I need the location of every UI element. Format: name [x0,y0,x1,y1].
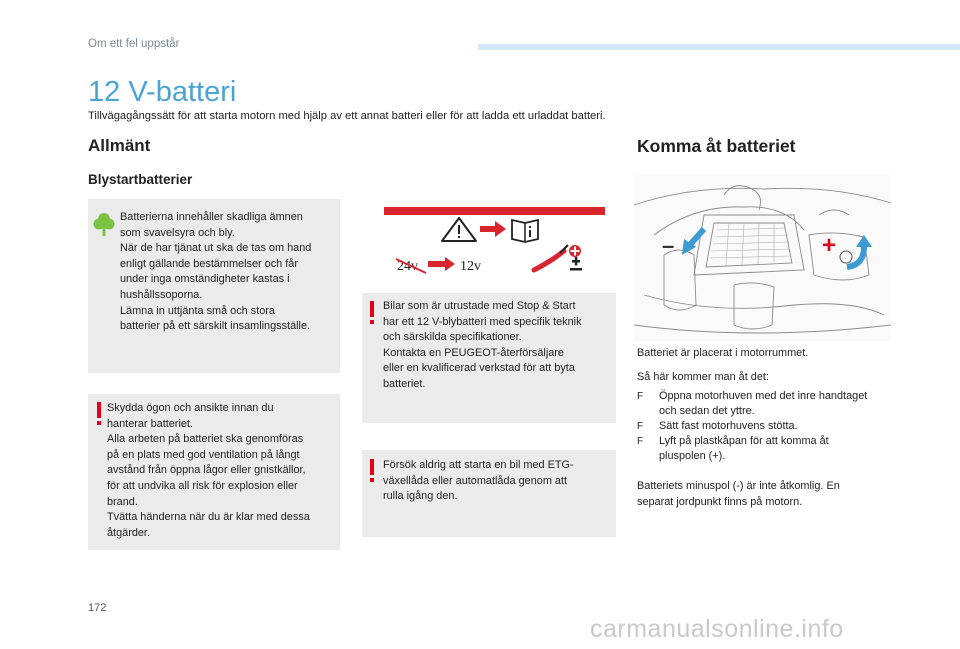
eco-info-text: Batterierna innehåller skadliga ämnen som svavelsyra och bly. När de har tjänat ut ska de tas om hand enligt gällande bestämmelser och får under inga omständigheter kastas i hushållssoporna. Lämna in uttjänta små och stora batterier på ett särskilt insamlingsställe. [120,211,312,333]
label-24v: 24v [397,259,418,274]
battery-location-text: Batteriet är placerat i motorrummet. [637,347,809,359]
page-subtitle: Tillvägagångssätt för att starta motorn med hjälp av ett annat batteri eller för att ladda ett urladdat batteri. [88,110,606,122]
warning-exclamation-icon [95,402,103,431]
header-bar [478,44,960,50]
engine-compartment-image [634,175,891,341]
jump-start-warning-diagram [384,207,605,282]
red-arrow-icon [480,221,506,237]
plus-terminal-symbol: + [822,232,837,259]
label-12v: 12v [460,259,481,274]
heading-access-battery: Komma åt batteriet [637,136,796,156]
bullet-icon: F [637,436,644,447]
list-item: F Lyft på plastkåpan för att komma åt pluspolen (+). [637,435,829,462]
warning-exclamation-icon [368,459,376,488]
jump-cable-prohibited-icon [534,245,582,271]
warning-exclamation-icon [368,301,376,330]
warning-box-left [88,394,340,550]
minus-terminal-note: Batteriets minuspol (-) är inte åtkomlig. En separat jordpunkt finns på motorn. [637,480,840,508]
bullet-icon: F [637,421,644,432]
warning-box-etg [362,450,616,537]
section-header: Om ett fel uppstår [88,38,180,50]
manual-book-icon [512,220,538,242]
subheading-lead-batteries: Blystartbatterier [88,172,193,187]
eco-tree-icon [93,211,115,242]
etg-warning-text: Försök aldrig att starta en bil med ETG- växellåda eller automatlåda genom att rulla igång den. [383,459,574,503]
minus-terminal-symbol: – [662,233,675,258]
warning-text-left: Skydda ögon och ansikte innan du hanterar batteriet. Alla arbeten på batteriet ska genomföras på en plats med god ventilation på långt avstånd från öppna lågor eller gnistkällor, för att undvika all risk för explosion eller brand. Tvätta händerna när du är klar med dessa åtgärder. [107,402,310,539]
list-item: F Sätt fast motorhuvens stötta. [637,420,798,432]
list-item: F Öppna motorhuven med det inre handtaget och sedan det yttre. [637,390,868,417]
watermark: carmanualsonline.info [590,615,844,643]
stop-start-text: Bilar som är utrustade med Stop & Start har ett 12 V-blybatteri med specifik teknik och särskilda specifikationer. Kontakta en PEUGEOT-återförsäljare eller en kvalificerad verkstad för att byta batteriet. [383,300,582,390]
warning-triangle-icon [442,218,476,241]
bullet-icon: F [637,391,644,402]
voltage-24v-to-12v [396,257,481,274]
heading-general: Allmänt [88,136,151,155]
page-number: 172 [88,602,107,614]
page-title: 12 V-batteri [88,76,237,108]
access-steps-list [637,389,867,464]
eco-info-box [88,199,340,373]
how-to-access-text: Så här kommer man åt det: [637,371,769,383]
warning-box-stop-start [362,293,616,423]
